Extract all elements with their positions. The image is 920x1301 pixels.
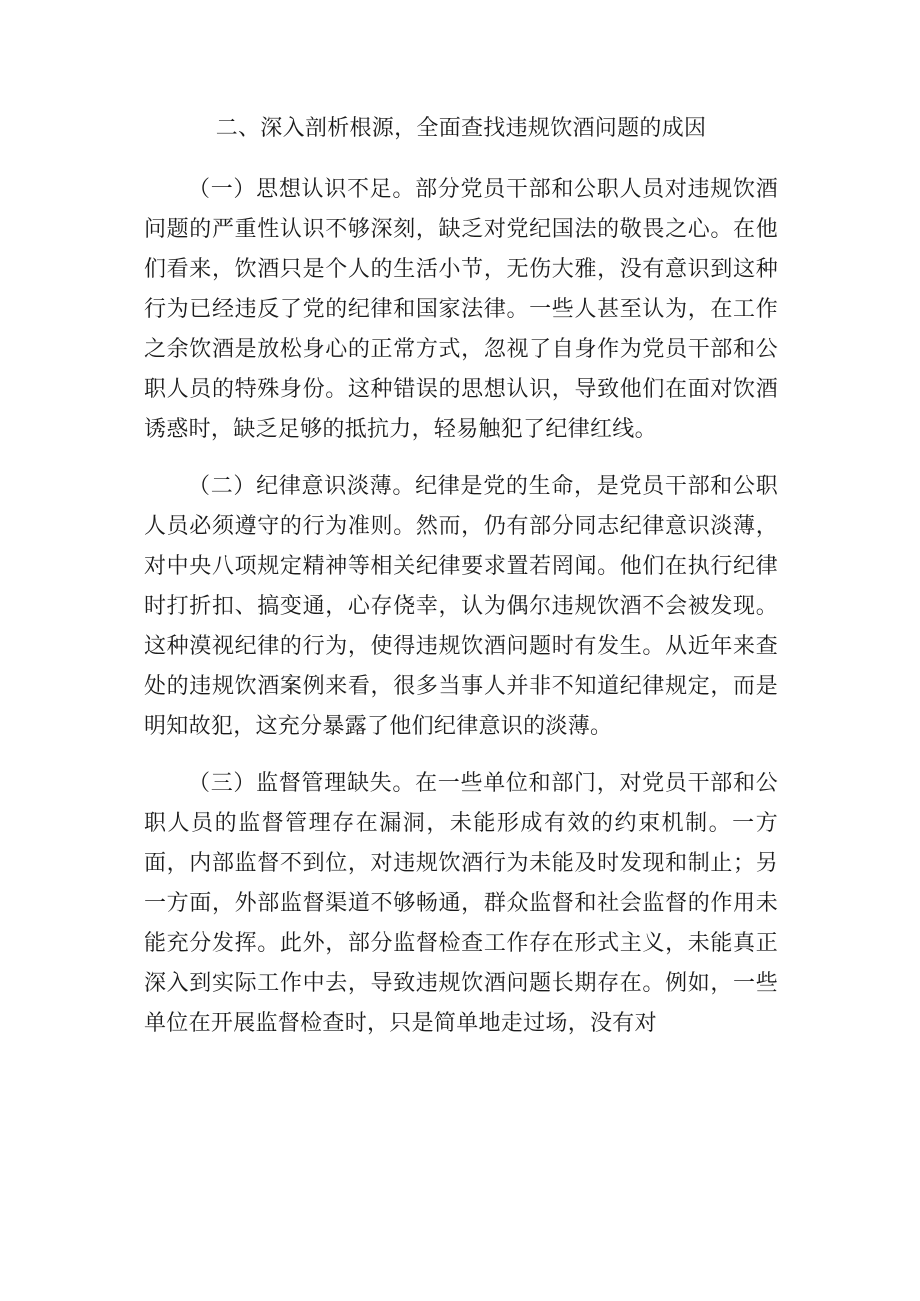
paragraph-discipline-awareness: （二）纪律意识淡薄。纪律是党的生命，是党员干部和公职人员必须遵守的行为准则。然而，仍有部分同志纪律意识淡薄，对中央八项规定精神等相关纪律要求置若罔闻。他们在执行纪律时打折扣、搞变通，心存侥幸，认为偶尔违规饮酒不会被发现。这种漠视纪律的行为，使得违规饮酒问题时有发生。从近年来查处的违规饮酒案例来看，很多当事人并非不知道纪律规定，而是明知故犯，这充分暴露了他们纪律意识的淡薄。 xyxy=(144,474,778,739)
section-heading: 二、深入剖析根源，全面查找违规饮酒问题的成因 xyxy=(215,116,707,141)
paragraph-supervision-lacking: （三）监督管理缺失。在一些单位和部门，对党员干部和公职人员的监督管理存在漏洞，未能形成有效的约束机制。一方面，内部监督不到位，对违规饮酒行为未能及时发现和制止；另一方面，外部监督渠道不够畅通，群众监督和社会监督的作用未能充分发挥。此外，部分监督检查工作存在形式主义，未能真正深入到实际工作中去，导致违规饮酒问题长期存在。例如，一些单位在开展监督检查时，只是简单地走过场，没有对 xyxy=(144,771,778,1036)
paragraph-thought-awareness: （一）思想认识不足。部分党员干部和公职人员对违规饮酒问题的严重性认识不够深刻，缺乏对党纪国法的敬畏之心。在他们看来，饮酒只是个人的生活小节，无伤大雅，没有意识到这种行为已经违反了党的纪律和国家法律。一些人甚至认为，在工作之余饮酒是放松身心的正常方式，忽视了自身作为党员干部和公职人员的特殊身份。这种错误的思想认识，导致他们在面对饮酒诱惑时，缺乏足够的抵抗力，轻易触犯了纪律红线。 xyxy=(144,177,778,442)
document-body xyxy=(144,104,778,1044)
